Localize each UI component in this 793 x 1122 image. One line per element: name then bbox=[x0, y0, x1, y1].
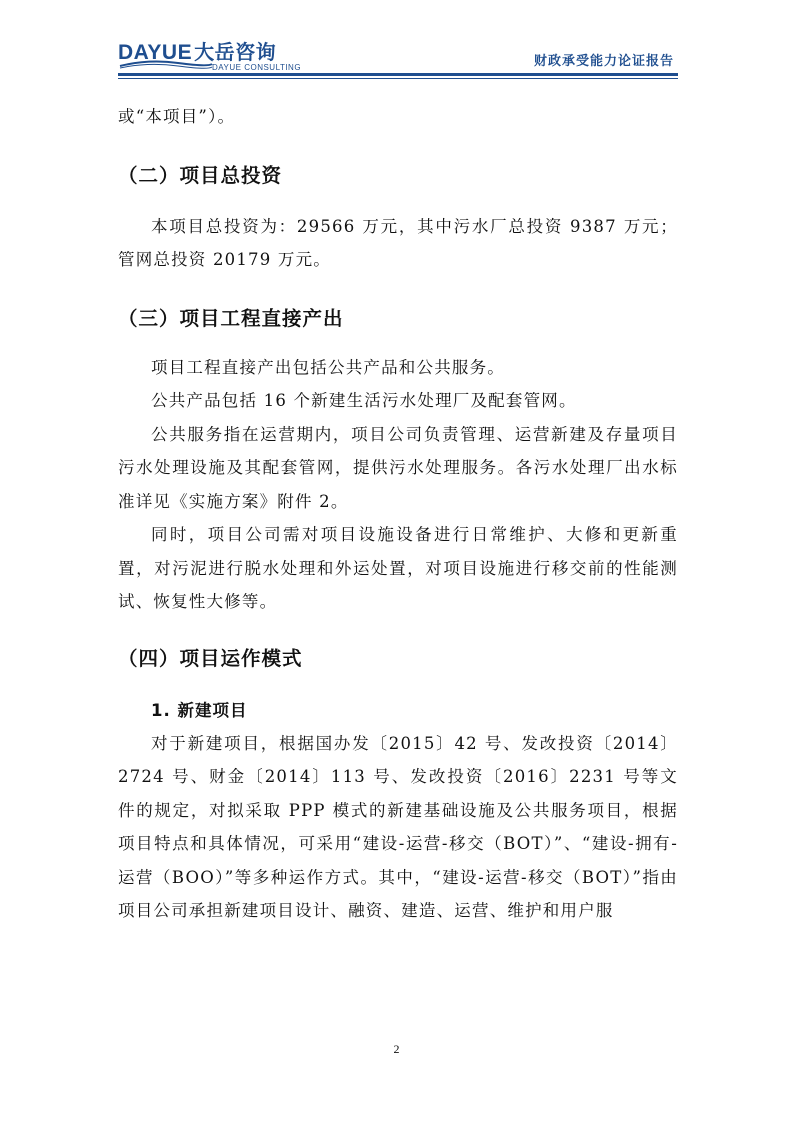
section-heading-direct-output: （三）项目工程直接产出 bbox=[118, 306, 344, 330]
company-logo bbox=[118, 30, 318, 74]
document-title: 财政承受能力论证报告 bbox=[533, 54, 674, 69]
page-header bbox=[118, 30, 678, 76]
logo-swoosh-icon bbox=[118, 58, 214, 70]
paragraph-output-3: 公共服务指在运营期内，项目公司负责管理、运营新建及存量项目污水处理设施及其配套管网，提供污水处理服务。各污水处理厂出水标准详见《实施方案》附件 2。 bbox=[118, 424, 678, 511]
paragraph-investment: 本项目总投资为：29566 万元，其中污水厂总投资 9387 万元；管网总投资 20179 万元。 bbox=[118, 216, 678, 269]
header-divider-thin bbox=[118, 78, 678, 79]
logo-cn-text: 大岳咨询 bbox=[194, 40, 277, 64]
paragraph-output-4: 同时，项目公司需对项目设施设备进行日常维护、大修和更新重置，对污泥进行脱水处理和外运处置，对项目设施进行移交前的性能测试、恢复性大修等。 bbox=[118, 525, 678, 611]
page-number: 2 bbox=[393, 1042, 400, 1056]
paragraph-operation-mode: 对于新建项目，根据国办发〔2015〕42 号、发改投资〔2014〕2724 号、财金〔2014〕113 号、发改投资〔2016〕2231 号等文件的规定，对拟采取 PPP 模式的新建基础设施及公共服务项目，根据项目特点和具体情况，可采用“建设-运营-移交（BOT）”、“建设-拥有-运营（BOO）”等多种运作方式。其中，“建设-运营-移交（BOT）”指由项目公司承担新建项目设计、融资、建造、运营、维护和用户服 bbox=[118, 733, 678, 920]
logo-subtitle: DAYUE CONSULTING bbox=[212, 63, 302, 72]
section-heading-operation-mode: （四）项目运作模式 bbox=[118, 646, 303, 670]
page-body bbox=[118, 100, 678, 928]
paragraph-intro-tail: 或“本项目”）。 bbox=[118, 107, 236, 126]
header-divider bbox=[118, 73, 678, 76]
paragraph-output-2: 公共产品包括 16 个新建生活污水处理厂及配套管网。 bbox=[151, 391, 577, 410]
subsection-heading-new-project: 1. 新建项目 bbox=[151, 700, 248, 720]
paragraph-output-1: 项目工程直接产出包括公共产品和公共服务。 bbox=[151, 357, 505, 377]
section-heading-total-investment: （二）项目总投资 bbox=[118, 163, 283, 187]
logo-en-text: DAYUE bbox=[118, 41, 193, 64]
